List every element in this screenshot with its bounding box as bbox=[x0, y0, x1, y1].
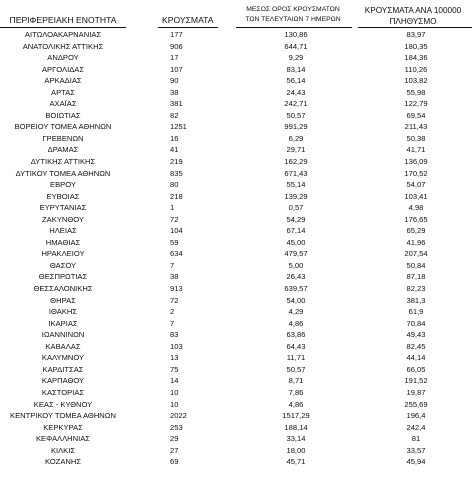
table-row bbox=[0, 422, 475, 434]
cell-seven-day-average: 54,29 bbox=[286, 214, 306, 224]
cell-cases: 16 bbox=[170, 133, 179, 143]
header-region: ΠΕΡΙΦΕΡΕΙΑΚΗ ΕΝΟΤΗΤΑ bbox=[9, 15, 117, 25]
cell-seven-day-average: 991,29 bbox=[284, 122, 308, 132]
table-row bbox=[0, 225, 475, 237]
table-row bbox=[0, 306, 475, 318]
cell-cases-per-100k: 196,4 bbox=[406, 411, 426, 421]
cell-cases: 104 bbox=[170, 226, 183, 236]
table-row bbox=[0, 387, 475, 399]
table-row bbox=[0, 87, 475, 99]
cell-seven-day-average: 83,14 bbox=[286, 64, 306, 74]
cell-region: ΙΘΑΚΗΣ bbox=[48, 307, 78, 317]
cell-seven-day-average: 64,43 bbox=[286, 341, 306, 351]
cell-cases-per-100k: 66,05 bbox=[406, 364, 426, 374]
cell-cases: 107 bbox=[170, 64, 183, 74]
cell-cases: 83 bbox=[170, 330, 179, 340]
cell-region: ΗΜΑΘΙΑΣ bbox=[45, 237, 81, 247]
cell-seven-day-average: 188,14 bbox=[284, 422, 308, 432]
cell-cases-per-100k: 83,97 bbox=[406, 30, 426, 39]
table-row bbox=[0, 121, 475, 133]
cell-seven-day-average: 50,57 bbox=[286, 364, 306, 374]
cell-cases: 59 bbox=[170, 237, 179, 247]
header-underline-per bbox=[358, 27, 472, 28]
table-row bbox=[0, 260, 475, 272]
cell-cases: 1 bbox=[170, 203, 175, 213]
cell-seven-day-average: 45,00 bbox=[286, 237, 306, 247]
table-row bbox=[0, 64, 475, 76]
cell-region: ΕΥΒΟΙΑΣ bbox=[46, 191, 80, 201]
cell-region: ΚΕΝΤΡΙΚΟΥ ΤΟΜΕΑ ΑΘΗΝΩΝ bbox=[10, 411, 116, 421]
cell-cases-per-100k: 19,87 bbox=[406, 387, 426, 397]
cell-cases-per-100k: 54,07 bbox=[406, 180, 426, 190]
table-row bbox=[0, 364, 475, 376]
cell-cases: 82 bbox=[170, 110, 179, 120]
cell-region: ΑΡΓΟΛΙΔΑΣ bbox=[41, 64, 85, 74]
cell-cases-per-100k: 211,43 bbox=[404, 122, 428, 132]
cell-cases: 17 bbox=[170, 53, 179, 63]
cell-seven-day-average: 479,57 bbox=[284, 249, 308, 259]
cell-region: ΚΑΡΔΙΤΣΑΣ bbox=[42, 364, 84, 374]
table-row bbox=[0, 237, 475, 249]
cell-cases-per-100k: 55,98 bbox=[406, 87, 426, 97]
cell-cases-per-100k: 49,43 bbox=[406, 330, 426, 340]
cell-cases: 835 bbox=[170, 168, 183, 178]
cell-region: ΚΟΖΑΝΗΣ bbox=[44, 457, 82, 467]
cell-seven-day-average: 7,86 bbox=[288, 387, 304, 397]
table-row bbox=[0, 202, 475, 214]
header-cases: ΚΡΟΥΣΜΑΤΑ bbox=[162, 15, 214, 25]
cell-cases-per-100k: 103,41 bbox=[404, 191, 428, 201]
table-row bbox=[0, 445, 475, 457]
cell-cases-per-100k: 70,84 bbox=[406, 318, 426, 328]
cell-seven-day-average: 162,29 bbox=[284, 157, 308, 167]
cell-cases-per-100k: 45,94 bbox=[406, 457, 426, 467]
cell-cases-per-100k: 41,96 bbox=[406, 237, 426, 247]
cell-region: ΘΑΣΟΥ bbox=[49, 260, 77, 270]
cell-cases: 10 bbox=[170, 387, 179, 397]
table-row bbox=[0, 29, 475, 41]
cell-cases-per-100k: 33,57 bbox=[406, 445, 426, 455]
table-row bbox=[0, 318, 475, 330]
cell-cases-per-100k: 191,52 bbox=[404, 376, 428, 386]
table-row bbox=[0, 41, 475, 53]
header-per-line1: ΚΡΟΥΣΜΑΤΑ ΑΝΑ 100000 bbox=[364, 6, 462, 15]
header-seven-day-average bbox=[235, 5, 351, 25]
cell-region: ΕΥΡΥΤΑΝΙΑΣ bbox=[39, 203, 87, 213]
cell-seven-day-average: 242,71 bbox=[284, 99, 308, 109]
cell-cases-per-100k: 81 bbox=[411, 434, 421, 444]
cell-cases: 7 bbox=[170, 318, 175, 328]
cell-seven-day-average: 11,71 bbox=[286, 353, 306, 363]
cell-cases-per-100k: 103,82 bbox=[404, 76, 428, 86]
cell-cases: 38 bbox=[170, 87, 179, 97]
cell-region: ΚΕΑΣ - ΚΥΘΝΟΥ bbox=[33, 399, 93, 409]
cell-cases: 29 bbox=[170, 434, 179, 444]
table-row bbox=[0, 433, 475, 445]
cell-region: ΔΥΤΙΚΟΥ ΤΟΜΕΑ ΑΘΗΝΩΝ bbox=[15, 168, 111, 178]
cell-seven-day-average: 63,86 bbox=[286, 330, 306, 340]
cell-cases-per-100k: 110,26 bbox=[404, 64, 428, 74]
cell-seven-day-average: 4,86 bbox=[288, 318, 304, 328]
cell-seven-day-average: 9,29 bbox=[288, 53, 304, 63]
header-underline-cases bbox=[158, 27, 218, 28]
table-row bbox=[0, 271, 475, 283]
cell-cases-per-100k: 82,23 bbox=[406, 284, 426, 294]
cell-region: ΑΝΑΤΟΛΙΚΗΣ ΑΤΤΙΚΗΣ bbox=[22, 41, 104, 51]
cell-cases-per-100k: 170,52 bbox=[404, 168, 428, 178]
cell-cases-per-100k: 50,84 bbox=[406, 260, 426, 270]
cell-seven-day-average: 5,00 bbox=[288, 260, 304, 270]
cell-region: ΖΑΚΥΝΘΟΥ bbox=[42, 214, 84, 224]
cell-region: ΘΗΡΑΣ bbox=[50, 295, 76, 305]
cell-cases: 90 bbox=[170, 76, 179, 86]
cell-seven-day-average: 18,00 bbox=[286, 445, 306, 455]
table-row bbox=[0, 214, 475, 226]
cell-cases: 381 bbox=[170, 99, 183, 109]
table-row bbox=[0, 456, 475, 468]
table-row bbox=[0, 168, 475, 180]
cell-cases-per-100k: 50,38 bbox=[406, 133, 426, 143]
cell-cases-per-100k: 381,3 bbox=[406, 295, 426, 305]
cell-region: ΒΟΙΩΤΙΑΣ bbox=[45, 110, 81, 120]
table-row bbox=[0, 410, 475, 422]
cell-seven-day-average: 4,29 bbox=[288, 307, 304, 317]
table-row bbox=[0, 248, 475, 260]
cell-region: ΑΧΑΪΑΣ bbox=[49, 99, 77, 109]
cell-seven-day-average: 8,71 bbox=[288, 376, 304, 386]
cell-cases: 913 bbox=[170, 284, 183, 294]
table-row bbox=[0, 75, 475, 87]
cell-seven-day-average: 56,14 bbox=[286, 76, 306, 86]
header-underline-avg bbox=[236, 27, 352, 28]
cell-region: ΚΕΡΚΥΡΑΣ bbox=[43, 422, 83, 432]
cell-seven-day-average: 139,29 bbox=[284, 191, 308, 201]
table-row bbox=[0, 133, 475, 145]
cell-cases-per-100k: 87,18 bbox=[406, 272, 426, 282]
cell-cases: 2022 bbox=[170, 411, 187, 421]
cell-cases: 7 bbox=[170, 260, 175, 270]
cell-cases-per-100k: 61,9 bbox=[408, 307, 424, 317]
cell-seven-day-average: 55,14 bbox=[286, 180, 306, 190]
cell-cases: 177 bbox=[170, 30, 183, 39]
table-row bbox=[0, 341, 475, 353]
cell-region: ΘΕΣΠΡΩΤΙΑΣ bbox=[38, 272, 88, 282]
cell-cases-per-100k: 4,98 bbox=[408, 203, 424, 213]
table-row bbox=[0, 399, 475, 411]
cell-cases: 72 bbox=[170, 214, 179, 224]
table-row bbox=[0, 295, 475, 307]
cell-seven-day-average: 67,14 bbox=[286, 226, 306, 236]
cell-region: ΚΑΛΥΜΝΟΥ bbox=[41, 353, 85, 363]
cell-seven-day-average: 54,00 bbox=[286, 295, 306, 305]
cell-region: ΚΙΛΚΙΣ bbox=[50, 445, 76, 455]
cell-seven-day-average: 45,71 bbox=[286, 457, 306, 467]
cell-region: ΚΑΡΠΑΘΟΥ bbox=[41, 376, 85, 386]
cell-cases: 10 bbox=[170, 399, 179, 409]
cell-cases: 906 bbox=[170, 41, 183, 51]
cell-seven-day-average: 29,71 bbox=[286, 145, 306, 155]
table-row bbox=[0, 329, 475, 341]
cell-seven-day-average: 644,71 bbox=[284, 41, 308, 51]
cell-cases-per-100k: 242,4 bbox=[406, 422, 426, 432]
cell-region: ΚΑΒΑΛΑΣ bbox=[45, 341, 81, 351]
cell-cases-per-100k: 41,71 bbox=[406, 145, 426, 155]
cell-cases-per-100k: 82,45 bbox=[406, 341, 426, 351]
cell-cases-per-100k: 184,36 bbox=[404, 53, 428, 63]
header-avg-line2: ΤΩΝ ΤΕΛΕΥΤΑΙΩΝ 7 ΗΜΕΡΩΝ bbox=[245, 16, 341, 23]
cell-cases: 80 bbox=[170, 180, 179, 190]
table-row bbox=[0, 98, 475, 110]
header-per-line2: ΠΛΗΘΥΣΜΟ bbox=[389, 17, 437, 26]
cell-cases: 218 bbox=[170, 191, 183, 201]
cell-seven-day-average: 33,14 bbox=[286, 434, 306, 444]
cell-region: ΑΡΚΑΔΙΑΣ bbox=[44, 76, 82, 86]
cell-region: ΗΛΕΙΑΣ bbox=[49, 226, 77, 236]
cell-seven-day-average: 50,57 bbox=[286, 110, 306, 120]
cell-cases: 14 bbox=[170, 376, 179, 386]
header-underline-region bbox=[0, 27, 126, 28]
cell-region: ΒΟΡΕΙΟΥ ΤΟΜΕΑ ΑΘΗΝΩΝ bbox=[14, 122, 112, 132]
cell-seven-day-average: 4,86 bbox=[288, 399, 304, 409]
cell-cases-per-100k: 207,54 bbox=[404, 249, 428, 259]
cell-cases-per-100k: 255,69 bbox=[404, 399, 428, 409]
table-row bbox=[0, 283, 475, 295]
cell-cases-per-100k: 65,29 bbox=[406, 226, 426, 236]
cell-cases: 72 bbox=[170, 295, 179, 305]
cell-cases-per-100k: 69,54 bbox=[406, 110, 426, 120]
cell-cases: 634 bbox=[170, 249, 183, 259]
cell-cases: 75 bbox=[170, 364, 179, 374]
cell-region: ΙΚΑΡΙΑΣ bbox=[48, 318, 78, 328]
cell-region: ΘΕΣΣΑΛΟΝΙΚΗΣ bbox=[33, 284, 93, 294]
cell-region: ΑΝΔΡΟΥ bbox=[47, 53, 79, 63]
cell-cases: 13 bbox=[170, 353, 179, 363]
cell-region: ΗΡΑΚΛΕΙΟΥ bbox=[41, 249, 85, 259]
cell-cases: 1251 bbox=[170, 122, 187, 132]
cell-seven-day-average: 671,43 bbox=[284, 168, 308, 178]
cell-cases: 253 bbox=[170, 422, 183, 432]
cell-cases: 69 bbox=[170, 457, 179, 467]
cell-region: ΓΡΕΒΕΝΩΝ bbox=[42, 133, 84, 143]
cell-seven-day-average: 1517,29 bbox=[282, 411, 310, 421]
cell-cases-per-100k: 44,14 bbox=[406, 353, 426, 363]
cell-region: ΚΑΣΤΟΡΙΑΣ bbox=[41, 387, 85, 397]
cell-region: ΙΩΑΝΝΙΝΩΝ bbox=[41, 330, 85, 340]
cell-seven-day-average: 6,29 bbox=[288, 133, 304, 143]
cell-cases-per-100k: 136,09 bbox=[404, 157, 428, 167]
cell-cases: 103 bbox=[170, 341, 183, 351]
table-row bbox=[0, 179, 475, 191]
cell-cases: 2 bbox=[170, 307, 175, 317]
table-row bbox=[0, 52, 475, 64]
cell-seven-day-average: 24,43 bbox=[286, 87, 306, 97]
cell-region: ΕΒΡΟΥ bbox=[50, 180, 76, 190]
table-row bbox=[0, 191, 475, 203]
cell-seven-day-average: 0,57 bbox=[288, 203, 304, 213]
table-row bbox=[0, 375, 475, 387]
cell-region: ΑΙΤΩΛΟΑΚΑΡΝΑΝΙΑΣ bbox=[24, 30, 102, 39]
table-row bbox=[0, 352, 475, 364]
table-row bbox=[0, 144, 475, 156]
cell-cases: 41 bbox=[170, 145, 179, 155]
table-row bbox=[0, 110, 475, 122]
cell-cases-per-100k: 180,35 bbox=[404, 41, 428, 51]
cell-seven-day-average: 639,57 bbox=[284, 284, 308, 294]
cell-cases: 38 bbox=[170, 272, 179, 282]
table-row bbox=[0, 156, 475, 168]
cell-cases: 27 bbox=[170, 445, 179, 455]
cell-region: ΔΡΑΜΑΣ bbox=[47, 145, 79, 155]
header-avg-line1: ΜΕΣΟΣ ΟΡΟΣ ΚΡΟΥΣΜΑΤΩΝ bbox=[246, 6, 340, 13]
table-body bbox=[0, 29, 475, 468]
header-cases-per-100k bbox=[356, 5, 470, 27]
cell-seven-day-average: 26,43 bbox=[286, 272, 306, 282]
cell-region: ΑΡΤΑΣ bbox=[51, 87, 75, 97]
cell-cases-per-100k: 176,65 bbox=[404, 214, 428, 224]
cell-cases-per-100k: 122,79 bbox=[404, 99, 428, 109]
cell-cases: 219 bbox=[170, 157, 183, 167]
cell-region: ΔΥΤΙΚΗΣ ΑΤΤΙΚΗΣ bbox=[30, 157, 96, 167]
cell-seven-day-average: 130,86 bbox=[284, 30, 308, 39]
cell-region: ΚΕΦΑΛΛΗΝΙΑΣ bbox=[35, 434, 91, 444]
